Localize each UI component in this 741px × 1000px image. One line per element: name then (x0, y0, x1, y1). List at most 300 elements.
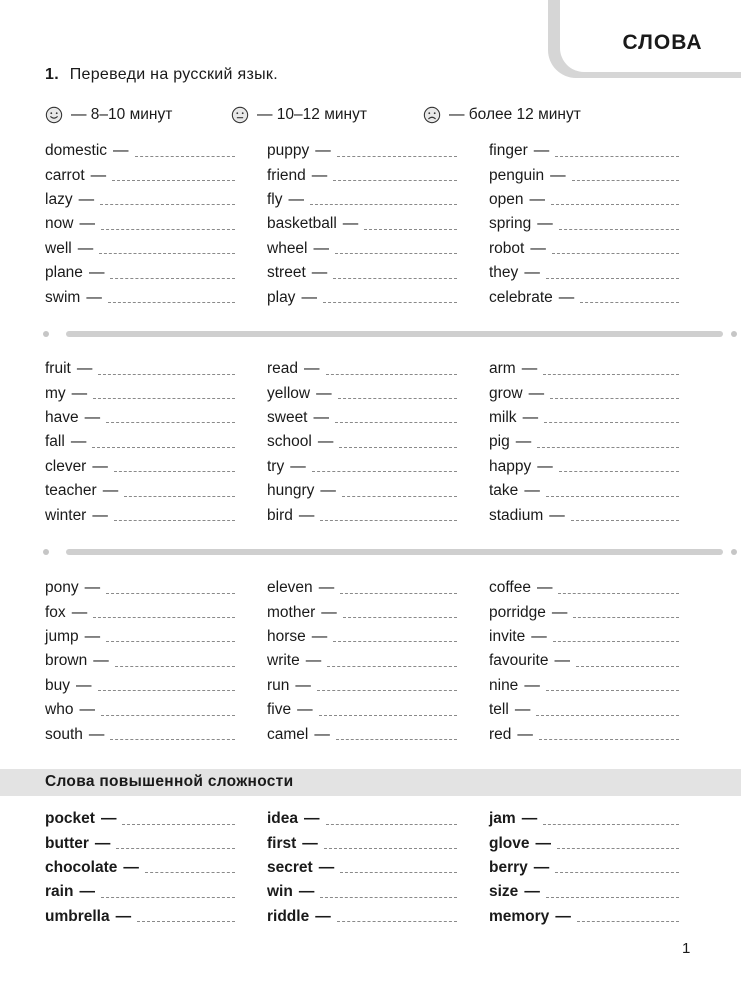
translation-blank[interactable] (546, 690, 679, 691)
word-entry (267, 649, 489, 673)
dash: — (549, 506, 565, 524)
word-column (489, 576, 695, 747)
translation-blank[interactable] (551, 204, 679, 205)
translation-blank[interactable] (312, 471, 457, 472)
translation-blank[interactable] (106, 422, 235, 423)
word-entry (489, 831, 695, 855)
english-word: they (489, 264, 519, 282)
english-word: horse (267, 627, 306, 645)
word-entry (489, 600, 695, 624)
english-word: umbrella (45, 907, 110, 925)
translation-blank[interactable] (543, 824, 679, 825)
english-word: clever (45, 457, 87, 475)
english-word: puppy (267, 142, 310, 160)
english-word: win (267, 883, 293, 901)
word-entry (267, 880, 489, 904)
dash: — (102, 482, 119, 500)
word-entry (489, 722, 695, 746)
page-title: СЛОВА (622, 31, 703, 54)
word-entry (489, 674, 695, 698)
translation-blank[interactable] (114, 471, 235, 472)
hard-words-title: Слова повышенной сложности (45, 773, 294, 790)
dash: — (524, 676, 540, 694)
translation-blank[interactable] (326, 374, 457, 375)
word-entry (489, 625, 695, 649)
word-entry (267, 139, 489, 163)
dash: — (528, 384, 545, 402)
translation-blank[interactable] (337, 156, 457, 157)
translation-blank[interactable] (101, 229, 235, 230)
word-entry (45, 625, 267, 649)
english-word: grow (489, 384, 523, 402)
translation-blank[interactable] (364, 229, 457, 230)
translation-blank[interactable] (98, 374, 235, 375)
english-word: chocolate (45, 858, 118, 876)
translation-blank[interactable] (544, 422, 679, 423)
english-word: open (489, 190, 524, 208)
translation-blank[interactable] (546, 278, 679, 279)
translation-blank[interactable] (546, 496, 679, 497)
translation-blank[interactable] (580, 302, 679, 303)
word-entry (267, 674, 489, 698)
word-entry (45, 261, 267, 285)
english-word: buy (45, 676, 70, 694)
dash: — (84, 579, 101, 597)
translation-blank[interactable] (333, 180, 457, 181)
english-word: swim (45, 288, 81, 306)
translation-blank[interactable] (339, 447, 457, 448)
english-word: school (267, 433, 312, 451)
dash: — (537, 215, 553, 233)
english-word: secret (267, 858, 313, 876)
english-word: wheel (267, 239, 308, 257)
english-word: fall (45, 433, 65, 451)
translation-blank[interactable] (135, 156, 235, 157)
word-entry (45, 406, 267, 430)
word-entry (489, 261, 695, 285)
translation-blank[interactable] (333, 641, 457, 642)
translation-blank[interactable] (320, 897, 457, 898)
word-entry (267, 722, 489, 746)
word-column (267, 357, 489, 528)
english-word: bird (267, 506, 293, 524)
dash: — (92, 457, 108, 475)
dash: — (555, 907, 571, 925)
english-word: stadium (489, 506, 544, 524)
translation-blank[interactable] (310, 204, 457, 205)
translation-blank[interactable] (555, 156, 679, 157)
dash: — (77, 239, 94, 257)
dash: — (295, 676, 311, 694)
english-word: write (267, 652, 300, 670)
word-entry (267, 807, 489, 831)
translation-blank[interactable] (101, 715, 235, 716)
translation-blank[interactable] (320, 520, 457, 521)
word-entry (267, 285, 489, 309)
neutral-face-icon (231, 106, 249, 124)
translation-blank[interactable] (333, 278, 457, 279)
dash: — (311, 627, 328, 645)
dash: — (514, 701, 531, 719)
dash: — (536, 579, 553, 597)
english-word: coffee (489, 579, 531, 597)
english-word: milk (489, 408, 517, 426)
translation-blank[interactable] (106, 641, 235, 642)
dash: — (297, 701, 313, 719)
english-word: carrot (45, 166, 85, 184)
translation-blank[interactable] (137, 921, 235, 922)
dash: — (70, 433, 87, 451)
dash: — (302, 834, 318, 852)
translation-blank[interactable] (543, 374, 679, 375)
translation-blank[interactable] (552, 253, 679, 254)
dash: — (554, 652, 570, 670)
word-column (267, 576, 489, 747)
word-entry (267, 430, 489, 454)
word-entry (45, 503, 267, 527)
translation-blank[interactable] (337, 921, 457, 922)
translation-blank[interactable] (115, 666, 235, 667)
translation-blank[interactable] (323, 302, 457, 303)
word-column (45, 807, 267, 929)
dash: — (304, 810, 320, 828)
dash: — (524, 883, 540, 901)
translation-blank[interactable] (558, 593, 679, 594)
translation-blank[interactable] (327, 666, 457, 667)
word-entry (489, 357, 695, 381)
word-entry (267, 831, 489, 855)
translation-blank[interactable] (335, 422, 457, 423)
word-entry (45, 600, 267, 624)
translation-blank[interactable] (335, 253, 457, 254)
english-word: invite (489, 627, 526, 645)
task-number: 1. (45, 66, 59, 83)
dash: — (290, 457, 306, 475)
english-word: memory (489, 907, 550, 925)
word-section-2 (45, 357, 695, 528)
english-word: jump (45, 627, 79, 645)
translation-blank[interactable] (98, 690, 236, 691)
translation-blank[interactable] (550, 398, 679, 399)
word-entry (489, 455, 695, 479)
dash: — (315, 142, 331, 160)
word-entry (489, 285, 695, 309)
section-divider (43, 330, 737, 338)
word-entry (45, 649, 267, 673)
word-entry (489, 503, 695, 527)
dash: — (113, 142, 129, 160)
dash: — (71, 603, 88, 621)
translation-blank[interactable] (539, 739, 679, 740)
word-entry (45, 285, 267, 309)
word-entry (267, 381, 489, 405)
dash: — (84, 408, 101, 426)
translation-blank[interactable] (553, 641, 679, 642)
word-entry (489, 856, 695, 880)
word-entry (45, 905, 267, 929)
word-entry (45, 357, 267, 381)
task-instruction (45, 66, 278, 84)
dash: — (318, 858, 335, 876)
translation-blank[interactable] (106, 593, 235, 594)
translation-blank[interactable] (124, 496, 235, 497)
word-entry (489, 880, 695, 904)
translation-blank[interactable] (145, 872, 235, 873)
english-word: five (267, 701, 292, 719)
english-word: spring (489, 215, 532, 233)
word-entry (45, 698, 267, 722)
dash: — (314, 725, 330, 743)
english-word: glove (489, 834, 530, 852)
dash: — (313, 408, 329, 426)
translation-blank[interactable] (324, 848, 457, 849)
english-word: read (267, 360, 299, 378)
word-entry (45, 139, 267, 163)
word-entry (489, 430, 695, 454)
translation-blank[interactable] (343, 617, 457, 618)
english-word: take (489, 482, 519, 500)
dash: — (529, 190, 545, 208)
smile-face-icon (45, 106, 63, 124)
translation-blank[interactable] (93, 398, 235, 399)
dash: — (86, 288, 102, 306)
english-word: plane (45, 264, 83, 282)
word-entry (267, 406, 489, 430)
word-entry (489, 212, 695, 236)
word-entry (267, 625, 489, 649)
word-entry (489, 649, 695, 673)
dash: — (321, 603, 337, 621)
word-entry (267, 905, 489, 929)
word-entry (267, 503, 489, 527)
dash: — (78, 190, 95, 208)
translation-blank[interactable] (572, 180, 679, 181)
word-entry (267, 576, 489, 600)
dash: — (76, 360, 93, 378)
word-entry (45, 807, 267, 831)
legend-fast-text: — 8–10 минут (71, 106, 173, 123)
english-word: camel (267, 725, 309, 743)
word-entry (45, 674, 267, 698)
translation-blank[interactable] (114, 520, 235, 521)
dash: — (298, 506, 315, 524)
word-column (267, 139, 489, 310)
dash: — (311, 264, 328, 282)
english-word: domestic (45, 142, 108, 160)
word-entry (267, 212, 489, 236)
dash: — (315, 907, 331, 925)
translation-blank[interactable] (101, 897, 235, 898)
dash: — (317, 433, 334, 451)
english-word: happy (489, 457, 532, 475)
translation-blank[interactable] (571, 520, 679, 521)
word-entry (267, 479, 489, 503)
word-entry (45, 381, 267, 405)
translation-blank[interactable] (340, 593, 457, 594)
dash: — (342, 215, 359, 233)
english-word: butter (45, 834, 89, 852)
english-word: run (267, 676, 290, 694)
word-entry (489, 188, 695, 212)
dash: — (558, 288, 575, 306)
translation-blank[interactable] (573, 617, 679, 618)
translation-blank[interactable] (92, 447, 235, 448)
translation-blank[interactable] (122, 824, 235, 825)
page-number: 1 (682, 940, 691, 957)
sad-face-icon (423, 106, 441, 124)
translation-blank[interactable] (546, 897, 679, 898)
dash: — (79, 215, 95, 233)
dash: — (84, 627, 101, 645)
word-column (45, 139, 267, 310)
translation-blank[interactable] (559, 229, 679, 230)
time-legend (45, 105, 581, 125)
english-word: tell (489, 701, 509, 719)
dash: — (304, 360, 320, 378)
english-word: idea (267, 810, 299, 828)
english-word: friend (267, 166, 306, 184)
english-word: jam (489, 810, 516, 828)
translation-blank[interactable] (110, 739, 235, 740)
word-entry (267, 188, 489, 212)
translation-blank[interactable] (557, 848, 679, 849)
dash: — (301, 288, 317, 306)
dash: — (533, 142, 550, 160)
word-entry (267, 261, 489, 285)
english-word: fox (45, 603, 66, 621)
translation-blank[interactable] (336, 739, 457, 740)
dash: — (305, 652, 322, 670)
translation-blank[interactable] (326, 824, 457, 825)
word-entry (45, 163, 267, 187)
dash: — (524, 482, 540, 500)
english-word: brown (45, 652, 88, 670)
translation-blank[interactable] (317, 690, 457, 691)
english-word: fruit (45, 360, 71, 378)
word-entry (45, 212, 267, 236)
english-word: basketball (267, 215, 337, 233)
translation-blank[interactable] (555, 872, 679, 873)
dash: — (71, 384, 88, 402)
legend-slow (423, 106, 581, 124)
translation-blank[interactable] (108, 302, 235, 303)
word-entry (489, 237, 695, 261)
word-entry (267, 357, 489, 381)
dash: — (320, 482, 336, 500)
translation-blank[interactable] (342, 496, 457, 497)
word-entry (267, 237, 489, 261)
english-word: hungry (267, 482, 315, 500)
translation-blank[interactable] (116, 848, 235, 849)
english-word: south (45, 725, 83, 743)
translation-blank[interactable] (537, 447, 679, 448)
dash: — (123, 858, 139, 876)
word-entry (489, 576, 695, 600)
english-word: first (267, 834, 297, 852)
dash: — (550, 166, 566, 184)
dash: — (93, 652, 109, 670)
word-entry (489, 479, 695, 503)
english-word: lazy (45, 190, 73, 208)
word-entry (45, 576, 267, 600)
translation-blank[interactable] (112, 180, 235, 181)
dash: — (311, 166, 328, 184)
word-entry (267, 856, 489, 880)
word-section-1 (45, 139, 695, 310)
dash: — (531, 627, 547, 645)
word-column (45, 357, 267, 528)
dash: — (537, 457, 553, 475)
word-entry (45, 831, 267, 855)
english-word: favourite (489, 652, 549, 670)
english-word: penguin (489, 166, 545, 184)
english-word: sweet (267, 408, 308, 426)
translation-blank[interactable] (319, 715, 457, 716)
english-word: nine (489, 676, 519, 694)
english-word: celebrate (489, 288, 553, 306)
word-column (489, 139, 695, 310)
translation-blank[interactable] (577, 921, 679, 922)
dash: — (524, 264, 540, 282)
translation-blank[interactable] (338, 398, 457, 399)
translation-blank[interactable] (536, 715, 679, 716)
english-word: eleven (267, 579, 313, 597)
english-word: street (267, 264, 306, 282)
english-word: pig (489, 433, 510, 451)
section-divider (43, 548, 737, 556)
word-entry (45, 856, 267, 880)
english-word: berry (489, 858, 528, 876)
dash: — (517, 725, 533, 743)
dash: — (533, 858, 550, 876)
translation-blank[interactable] (99, 253, 235, 254)
english-word: my (45, 384, 66, 402)
word-entry (45, 479, 267, 503)
english-word: mother (267, 603, 316, 621)
dash: — (115, 907, 132, 925)
word-entry (45, 188, 267, 212)
word-entry (489, 381, 695, 405)
header-tab (560, 0, 741, 72)
english-word: play (267, 288, 296, 306)
task-text: Переведи на русский язык. (69, 66, 278, 83)
dash: — (88, 264, 105, 282)
english-word: well (45, 239, 72, 257)
dash: — (92, 506, 108, 524)
word-entry (45, 430, 267, 454)
word-entry (489, 807, 695, 831)
translation-blank[interactable] (576, 666, 679, 667)
word-entry (45, 237, 267, 261)
translation-blank[interactable] (110, 278, 235, 279)
dash: — (521, 360, 538, 378)
english-word: yellow (267, 384, 311, 402)
dash: — (298, 883, 315, 901)
english-word: red (489, 725, 512, 743)
translation-blank[interactable] (100, 204, 235, 205)
hard-words-section (45, 807, 695, 929)
translation-blank[interactable] (93, 617, 235, 618)
english-word: finger (489, 142, 528, 160)
word-entry (267, 163, 489, 187)
translation-blank[interactable] (340, 872, 457, 873)
english-word: size (489, 883, 519, 901)
translation-blank[interactable] (559, 471, 679, 472)
dash: — (288, 190, 304, 208)
dash: — (94, 834, 111, 852)
word-entry (489, 139, 695, 163)
dash: — (530, 239, 546, 257)
